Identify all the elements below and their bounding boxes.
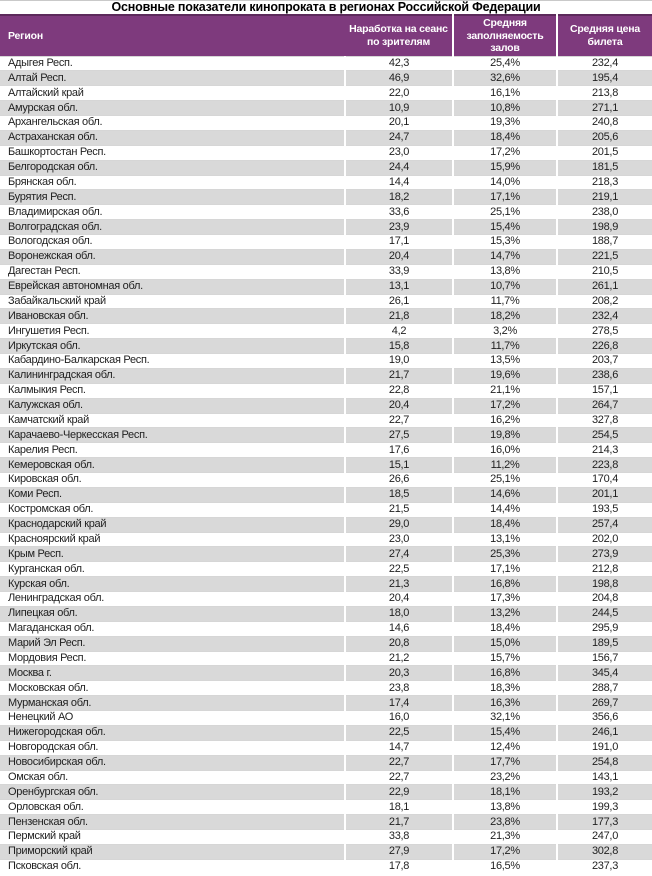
region-name: Мурманская обл. (0, 696, 345, 711)
occupancy-value: 21,1% (453, 383, 557, 398)
price-value: 238,6 (557, 368, 652, 383)
attendance-value: 14,6 (345, 621, 453, 636)
table-row (0, 532, 652, 547)
regions-table (0, 14, 652, 874)
price-value: 254,8 (557, 755, 652, 770)
occupancy-value: 11,2% (453, 458, 557, 473)
occupancy-value: 18,2% (453, 309, 557, 324)
page-title: Основные показатели кинопроката в регионах Российской Федерации (111, 0, 541, 14)
region-name: Забайкальский край (0, 294, 345, 309)
price-value: 327,8 (557, 413, 652, 428)
price-value: 246,1 (557, 725, 652, 740)
attendance-value: 18,0 (345, 606, 453, 621)
attendance-value: 21,5 (345, 502, 453, 517)
price-value: 195,4 (557, 71, 652, 86)
table-row (0, 755, 652, 770)
attendance-value: 18,5 (345, 487, 453, 502)
attendance-value: 26,1 (345, 294, 453, 309)
table-row (0, 577, 652, 592)
price-value: 202,0 (557, 532, 652, 547)
region-name: Оренбургская обл. (0, 785, 345, 800)
region-name: Иркутская обл. (0, 339, 345, 354)
table-row (0, 473, 652, 488)
price-value: 238,0 (557, 205, 652, 220)
region-name: Ингушетия Респ. (0, 324, 345, 339)
attendance-value: 21,8 (345, 309, 453, 324)
price-value: 232,4 (557, 56, 652, 71)
region-name: Приморский край (0, 844, 345, 859)
table-row (0, 354, 652, 369)
region-name: Астраханская обл. (0, 130, 345, 145)
occupancy-value: 25,1% (453, 473, 557, 488)
region-name: Костромская обл. (0, 502, 345, 517)
price-value: 219,1 (557, 190, 652, 205)
attendance-value: 21,7 (345, 815, 453, 830)
price-value: 232,4 (557, 309, 652, 324)
table-row (0, 160, 652, 175)
attendance-value: 21,3 (345, 577, 453, 592)
attendance-value: 23,8 (345, 681, 453, 696)
occupancy-value: 23,8% (453, 815, 557, 830)
price-value: 170,4 (557, 473, 652, 488)
occupancy-value: 15,0% (453, 636, 557, 651)
column-header-attendance-per-session: Наработка на сеанс по зрителям (345, 15, 453, 56)
attendance-value: 27,9 (345, 844, 453, 859)
price-value: 226,8 (557, 339, 652, 354)
attendance-value: 33,9 (345, 264, 453, 279)
region-name: Пермский край (0, 830, 345, 845)
column-header-hall-occupancy: Средняя заполняемость залов (453, 15, 557, 56)
occupancy-value: 16,3% (453, 696, 557, 711)
region-name: Ленинградская обл. (0, 592, 345, 607)
attendance-value: 14,4 (345, 175, 453, 190)
region-name: Карелия Респ. (0, 443, 345, 458)
attendance-value: 42,3 (345, 56, 453, 71)
attendance-value: 22,7 (345, 755, 453, 770)
attendance-value: 22,9 (345, 785, 453, 800)
table-row (0, 487, 652, 502)
region-name: Ненецкий АО (0, 711, 345, 726)
table-row (0, 651, 652, 666)
table-row (0, 800, 652, 815)
table-row (0, 844, 652, 859)
table-row (0, 71, 652, 86)
price-value: 210,5 (557, 264, 652, 279)
region-name: Карачаево-Черкесская Респ. (0, 428, 345, 443)
region-name: Волгоградская обл. (0, 220, 345, 235)
price-value: 181,5 (557, 160, 652, 175)
occupancy-value: 3,2% (453, 324, 557, 339)
region-name: Московская обл. (0, 681, 345, 696)
table-row (0, 279, 652, 294)
occupancy-value: 16,0% (453, 443, 557, 458)
occupancy-value: 32,6% (453, 71, 557, 86)
table-row (0, 711, 652, 726)
region-name: Камчатский край (0, 413, 345, 428)
attendance-value: 17,4 (345, 696, 453, 711)
region-name: Белгородская обл. (0, 160, 345, 175)
table-row (0, 740, 652, 755)
occupancy-value: 13,1% (453, 532, 557, 547)
attendance-value: 33,8 (345, 830, 453, 845)
attendance-value: 14,7 (345, 740, 453, 755)
region-name: Магаданская обл. (0, 621, 345, 636)
occupancy-value: 15,4% (453, 725, 557, 740)
attendance-value: 23,0 (345, 145, 453, 160)
price-value: 191,0 (557, 740, 652, 755)
region-name: Владимирская обл. (0, 205, 345, 220)
table-row (0, 413, 652, 428)
occupancy-value: 25,1% (453, 205, 557, 220)
region-name: Псковская обл. (0, 859, 345, 874)
region-name: Амурская обл. (0, 101, 345, 116)
table-row (0, 666, 652, 681)
attendance-value: 27,5 (345, 428, 453, 443)
table-row (0, 859, 652, 874)
price-value: 240,8 (557, 116, 652, 131)
region-name: Дагестан Респ. (0, 264, 345, 279)
header-row (0, 15, 652, 56)
table-row (0, 606, 652, 621)
region-name: Алтайский край (0, 86, 345, 101)
occupancy-value: 15,7% (453, 651, 557, 666)
occupancy-value: 17,2% (453, 145, 557, 160)
table-row (0, 383, 652, 398)
region-name: Орловская обл. (0, 800, 345, 815)
attendance-value: 20,3 (345, 666, 453, 681)
table-row (0, 725, 652, 740)
region-name: Крым Респ. (0, 547, 345, 562)
price-value: 199,3 (557, 800, 652, 815)
region-name: Пензенская обл. (0, 815, 345, 830)
table-row (0, 636, 652, 651)
region-name: Ивановская обл. (0, 309, 345, 324)
attendance-value: 20,4 (345, 249, 453, 264)
price-value: 261,1 (557, 279, 652, 294)
table-row (0, 681, 652, 696)
price-value: 302,8 (557, 844, 652, 859)
attendance-value: 20,8 (345, 636, 453, 651)
price-value: 269,7 (557, 696, 652, 711)
price-value: 223,8 (557, 458, 652, 473)
price-value: 257,4 (557, 517, 652, 532)
price-value: 208,2 (557, 294, 652, 309)
price-value: 221,5 (557, 249, 652, 264)
table-row (0, 324, 652, 339)
occupancy-value: 11,7% (453, 294, 557, 309)
occupancy-value: 17,2% (453, 844, 557, 859)
occupancy-value: 13,8% (453, 264, 557, 279)
occupancy-value: 19,8% (453, 428, 557, 443)
region-name: Краснодарский край (0, 517, 345, 532)
region-name: Кировская обл. (0, 473, 345, 488)
region-name: Алтай Респ. (0, 71, 345, 86)
attendance-value: 22,5 (345, 725, 453, 740)
table-row (0, 235, 652, 250)
attendance-value: 33,6 (345, 205, 453, 220)
price-value: 198,9 (557, 220, 652, 235)
attendance-value: 23,0 (345, 532, 453, 547)
region-name: Адыгея Респ. (0, 56, 345, 71)
occupancy-value: 10,7% (453, 279, 557, 294)
attendance-value: 22,0 (345, 86, 453, 101)
occupancy-value: 17,1% (453, 562, 557, 577)
price-value: 273,9 (557, 547, 652, 562)
table-row (0, 175, 652, 190)
price-value: 156,7 (557, 651, 652, 666)
attendance-value: 22,8 (345, 383, 453, 398)
attendance-value: 22,7 (345, 770, 453, 785)
occupancy-value: 17,2% (453, 398, 557, 413)
occupancy-value: 16,8% (453, 577, 557, 592)
attendance-value: 10,9 (345, 101, 453, 116)
price-value: 278,5 (557, 324, 652, 339)
region-name: Москва г. (0, 666, 345, 681)
attendance-value: 20,4 (345, 398, 453, 413)
region-name: Башкортостан Респ. (0, 145, 345, 160)
occupancy-value: 25,4% (453, 56, 557, 71)
table-row (0, 220, 652, 235)
price-value: 214,3 (557, 443, 652, 458)
price-value: 264,7 (557, 398, 652, 413)
occupancy-value: 16,1% (453, 86, 557, 101)
table-row (0, 785, 652, 800)
attendance-value: 22,5 (345, 562, 453, 577)
attendance-value: 15,8 (345, 339, 453, 354)
table-row (0, 428, 652, 443)
occupancy-value: 13,2% (453, 606, 557, 621)
occupancy-value: 11,7% (453, 339, 557, 354)
attendance-value: 23,9 (345, 220, 453, 235)
table-row (0, 205, 652, 220)
occupancy-value: 18,1% (453, 785, 557, 800)
occupancy-value: 14,6% (453, 487, 557, 502)
table-row (0, 398, 652, 413)
occupancy-value: 16,5% (453, 859, 557, 874)
occupancy-value: 21,3% (453, 830, 557, 845)
price-value: 218,3 (557, 175, 652, 190)
attendance-value: 46,9 (345, 71, 453, 86)
region-name: Нижегородская обл. (0, 725, 345, 740)
table-row (0, 368, 652, 383)
attendance-value: 21,2 (345, 651, 453, 666)
price-value: 157,1 (557, 383, 652, 398)
region-name: Липецкая обл. (0, 606, 345, 621)
table-header (0, 15, 652, 56)
price-value: 143,1 (557, 770, 652, 785)
table-row (0, 502, 652, 517)
occupancy-value: 15,3% (453, 235, 557, 250)
price-value: 188,7 (557, 235, 652, 250)
occupancy-value: 16,2% (453, 413, 557, 428)
table-row (0, 830, 652, 845)
attendance-value: 4,2 (345, 324, 453, 339)
attendance-value: 27,4 (345, 547, 453, 562)
table-row (0, 770, 652, 785)
table-row (0, 309, 652, 324)
attendance-value: 26,6 (345, 473, 453, 488)
table-row (0, 264, 652, 279)
region-name: Брянская обл. (0, 175, 345, 190)
region-name: Еврейская автономная обл. (0, 279, 345, 294)
attendance-value: 16,0 (345, 711, 453, 726)
region-name: Омская обл. (0, 770, 345, 785)
price-value: 204,8 (557, 592, 652, 607)
region-name: Новгородская обл. (0, 740, 345, 755)
price-value: 201,5 (557, 145, 652, 160)
price-value: 345,4 (557, 666, 652, 681)
region-name: Кабардино-Балкарская Респ. (0, 354, 345, 369)
price-value: 189,5 (557, 636, 652, 651)
occupancy-value: 25,3% (453, 547, 557, 562)
attendance-value: 18,2 (345, 190, 453, 205)
price-value: 177,3 (557, 815, 652, 830)
price-value: 212,8 (557, 562, 652, 577)
price-value: 271,1 (557, 101, 652, 116)
occupancy-value: 14,7% (453, 249, 557, 264)
occupancy-value: 14,0% (453, 175, 557, 190)
table-row (0, 101, 652, 116)
table-row (0, 190, 652, 205)
occupancy-value: 10,8% (453, 101, 557, 116)
price-value: 198,8 (557, 577, 652, 592)
region-name: Коми Респ. (0, 487, 345, 502)
region-name: Курская обл. (0, 577, 345, 592)
occupancy-value: 19,3% (453, 116, 557, 131)
occupancy-value: 23,2% (453, 770, 557, 785)
attendance-value: 29,0 (345, 517, 453, 532)
price-value: 193,5 (557, 502, 652, 517)
attendance-value: 15,1 (345, 458, 453, 473)
price-value: 247,0 (557, 830, 652, 845)
attendance-value: 17,6 (345, 443, 453, 458)
table-row (0, 696, 652, 711)
table-row (0, 458, 652, 473)
attendance-value: 21,7 (345, 368, 453, 383)
occupancy-value: 17,1% (453, 190, 557, 205)
occupancy-value: 12,4% (453, 740, 557, 755)
occupancy-value: 18,3% (453, 681, 557, 696)
table-row (0, 547, 652, 562)
table-row (0, 562, 652, 577)
column-header-ticket-price: Средняя цена билета (557, 15, 652, 56)
table-row (0, 443, 652, 458)
table-row (0, 116, 652, 131)
attendance-value: 22,7 (345, 413, 453, 428)
region-name: Красноярский край (0, 532, 345, 547)
price-value: 244,5 (557, 606, 652, 621)
region-name: Мордовия Респ. (0, 651, 345, 666)
table-row (0, 86, 652, 101)
price-value: 254,5 (557, 428, 652, 443)
attendance-value: 24,4 (345, 160, 453, 175)
column-header-region: Регион (0, 15, 345, 56)
occupancy-value: 13,5% (453, 354, 557, 369)
table-row (0, 56, 652, 71)
table-row (0, 294, 652, 309)
attendance-value: 20,1 (345, 116, 453, 131)
region-name: Калужская обл. (0, 398, 345, 413)
region-name: Вологодская обл. (0, 235, 345, 250)
price-value: 203,7 (557, 354, 652, 369)
table-row (0, 517, 652, 532)
region-name: Воронежская обл. (0, 249, 345, 264)
occupancy-value: 18,4% (453, 517, 557, 532)
attendance-value: 17,1 (345, 235, 453, 250)
attendance-value: 18,1 (345, 800, 453, 815)
price-value: 193,2 (557, 785, 652, 800)
region-name: Новосибирская обл. (0, 755, 345, 770)
price-value: 237,3 (557, 859, 652, 874)
occupancy-value: 18,4% (453, 130, 557, 145)
attendance-value: 13,1 (345, 279, 453, 294)
table-row (0, 145, 652, 160)
table-body (0, 56, 652, 874)
occupancy-value: 14,4% (453, 502, 557, 517)
occupancy-value: 32,1% (453, 711, 557, 726)
region-name: Архангельская обл. (0, 116, 345, 131)
table-row (0, 621, 652, 636)
region-name: Калининградская обл. (0, 368, 345, 383)
price-value: 288,7 (557, 681, 652, 696)
region-name: Бурятия Респ. (0, 190, 345, 205)
table-row (0, 339, 652, 354)
region-name: Марий Эл Респ. (0, 636, 345, 651)
occupancy-value: 15,9% (453, 160, 557, 175)
price-value: 356,6 (557, 711, 652, 726)
occupancy-value: 17,7% (453, 755, 557, 770)
price-value: 295,9 (557, 621, 652, 636)
price-value: 213,8 (557, 86, 652, 101)
occupancy-value: 13,8% (453, 800, 557, 815)
attendance-value: 17,8 (345, 859, 453, 874)
region-name: Калмыкия Респ. (0, 383, 345, 398)
attendance-value: 19,0 (345, 354, 453, 369)
occupancy-value: 18,4% (453, 621, 557, 636)
region-name: Курганская обл. (0, 562, 345, 577)
price-value: 201,1 (557, 487, 652, 502)
price-value: 205,6 (557, 130, 652, 145)
occupancy-value: 16,8% (453, 666, 557, 681)
table-row (0, 815, 652, 830)
occupancy-value: 15,4% (453, 220, 557, 235)
attendance-value: 20,4 (345, 592, 453, 607)
table-row (0, 249, 652, 264)
table-row (0, 592, 652, 607)
attendance-value: 24,7 (345, 130, 453, 145)
occupancy-value: 17,3% (453, 592, 557, 607)
occupancy-value: 19,6% (453, 368, 557, 383)
table-row (0, 130, 652, 145)
region-name: Кемеровская обл. (0, 458, 345, 473)
